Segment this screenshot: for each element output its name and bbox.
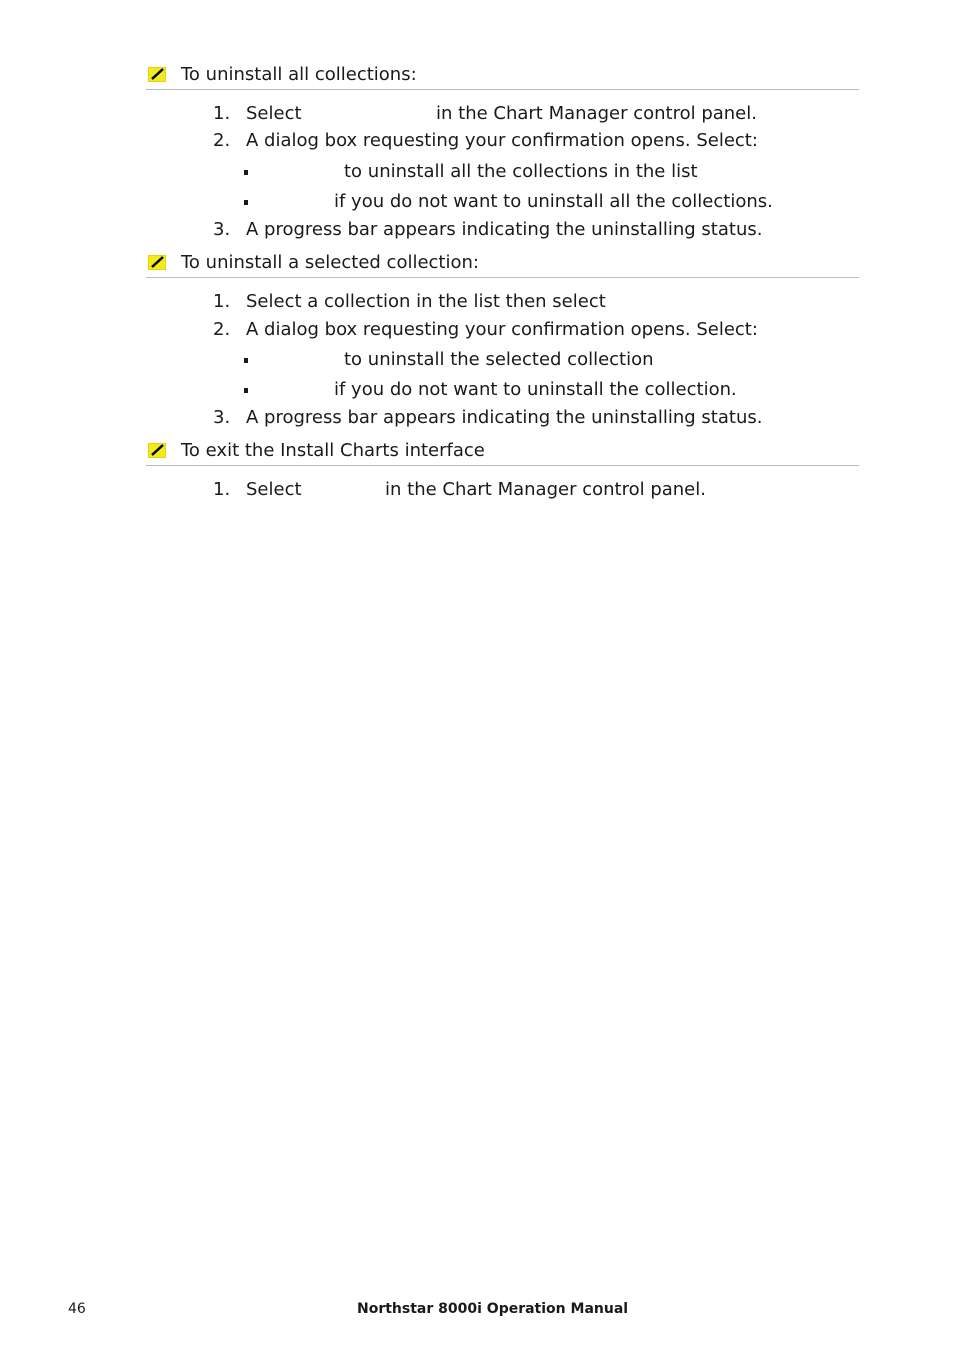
bullet-text: to uninstall all the collections in the list [344, 161, 698, 182]
step-text: A dialog box requesting your confirmation opens. Select: [246, 319, 758, 340]
section-heading-uninstall-all [146, 65, 859, 90]
step-number: 3. [213, 219, 231, 240]
bullet-marker [244, 200, 248, 205]
step-text: A progress bar appears indicating the uninstalling status. [246, 407, 763, 428]
step-number: 1. [213, 479, 231, 500]
manual-title: Northstar 8000i Operation Manual [357, 1301, 629, 1317]
step-text: A dialog box requesting your confirmation opens. Select: [246, 130, 758, 151]
section-title: To uninstall all collections: [181, 64, 417, 85]
bullet-text: if you do not want to uninstall all the collections. [334, 191, 773, 212]
step-text-after: in the Chart Manager control panel. [436, 103, 757, 124]
pencil-icon [148, 443, 166, 458]
section-title: To exit the Install Charts interface [181, 440, 485, 461]
page-number: 46 [68, 1301, 86, 1317]
step-number: 1. [213, 103, 231, 124]
bullet-text: to uninstall the selected collection [344, 349, 654, 370]
step-text: A progress bar appears indicating the uninstalling status. [246, 219, 763, 240]
step-text: Select a collection in the list then select [246, 291, 606, 312]
bullet-marker [244, 170, 248, 175]
step-text: Select [246, 479, 302, 500]
section-title: To uninstall a selected collection: [181, 252, 479, 273]
section-heading-exit-install-charts [146, 441, 859, 466]
step-text-after: in the Chart Manager control panel. [385, 479, 706, 500]
step-number: 1. [213, 291, 231, 312]
section-heading-uninstall-selected [146, 253, 859, 278]
step-number: 2. [213, 319, 231, 340]
step-number: 3. [213, 407, 231, 428]
step-number: 2. [213, 130, 231, 151]
step-text: Select [246, 103, 302, 124]
pencil-icon [148, 67, 166, 82]
bullet-marker [244, 388, 248, 393]
pencil-icon [148, 255, 166, 270]
bullet-text: if you do not want to uninstall the collection. [334, 379, 737, 400]
bullet-marker [244, 358, 248, 363]
